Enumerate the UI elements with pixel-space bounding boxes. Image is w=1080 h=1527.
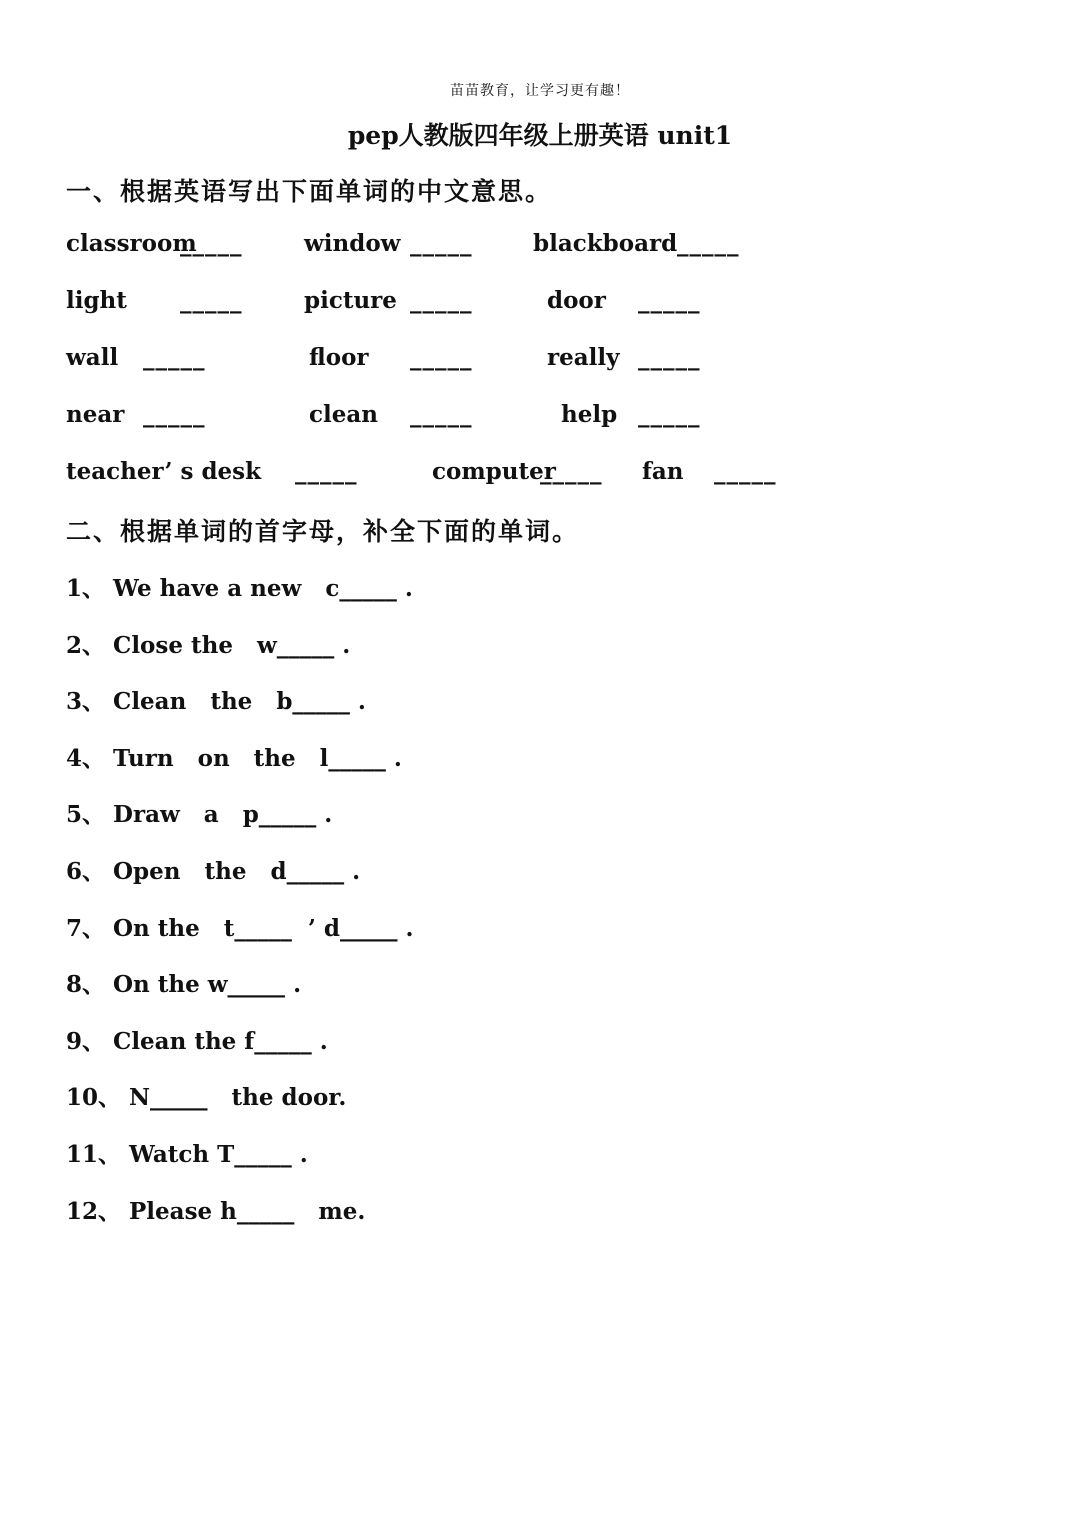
sentence-item: 11、 Watch T_____ . [66,1140,308,1168]
vocab-word: classroom [66,230,197,257]
answer-blank[interactable]: _____ [295,458,358,485]
vocab-word: wall [66,344,119,371]
vocab-word: computer [432,458,556,485]
sentence-item: 2、 Close the w_____ . [66,631,351,659]
vocab-word: floor [309,344,369,371]
vocab-row [66,458,966,515]
vocab-word: really [547,344,620,371]
vocab-row [66,287,966,344]
section-1-heading: 一、根据英语写出下面单词的中文意思。 [66,177,553,206]
sentence-item: 8、 On the w_____ . [66,971,302,999]
document-title: pep人教版四年级上册英语 unit1 [347,121,733,150]
answer-blank[interactable]: _____ [143,344,206,371]
vocab-word: picture [304,287,397,314]
answer-blank[interactable]: _____ [638,344,701,371]
answer-blank[interactable]: _____ [143,401,206,428]
vocab-word: clean [309,401,378,428]
vocab-word: door [547,287,606,314]
answer-blank[interactable]: _____ [410,344,473,371]
vocabulary-grid [66,230,966,515]
sentence-item: 6、 Open the d_____ . [66,857,361,885]
vocab-word: help [561,401,618,428]
header-note: 苗苗教育，让学习更有趣！ [450,83,630,99]
vocab-word: teacher’ s desk [66,458,262,485]
sentence-list [66,570,966,1249]
answer-blank[interactable]: _____ [410,401,473,428]
answer-blank[interactable]: _____ [638,287,701,314]
vocab-word: fan [642,458,684,485]
answer-blank[interactable]: _____ [410,287,473,314]
answer-blank[interactable]: _____ [540,458,603,485]
vocab-row [66,230,966,287]
vocab-row [66,344,966,401]
vocab-word: blackboard [533,230,678,257]
section-2-heading: 二、根据单词的首字母，补全下面的单词。 [66,517,580,546]
sentence-item: 1、 We have a new c_____ . [66,575,413,602]
vocab-row [66,401,966,458]
sentence-item: 12、 Please h_____ me. [66,1197,366,1225]
answer-blank[interactable]: _____ [180,230,243,257]
sentence-item: 7、 On the t_____ ’ d_____ . [66,914,414,942]
sentence-item: 10、 N_____ the door. [66,1084,347,1112]
vocab-word: near [66,401,125,428]
vocab-word: light [66,287,127,314]
answer-blank[interactable]: _____ [410,230,473,257]
sentence-item: 5、 Draw a p_____ . [66,801,333,829]
sentence-item: 3、 Clean the b_____ . [66,688,366,716]
vocab-word: window [304,230,401,257]
sentence-item: 4、 Turn on the l_____ . [66,744,402,772]
answer-blank[interactable]: _____ [714,458,777,485]
sentence-item: 9、 Clean the f_____ . [66,1027,328,1055]
answer-blank[interactable]: _____ [180,287,243,314]
answer-blank[interactable]: _____ [638,401,701,428]
answer-blank[interactable]: _____ [677,230,740,257]
